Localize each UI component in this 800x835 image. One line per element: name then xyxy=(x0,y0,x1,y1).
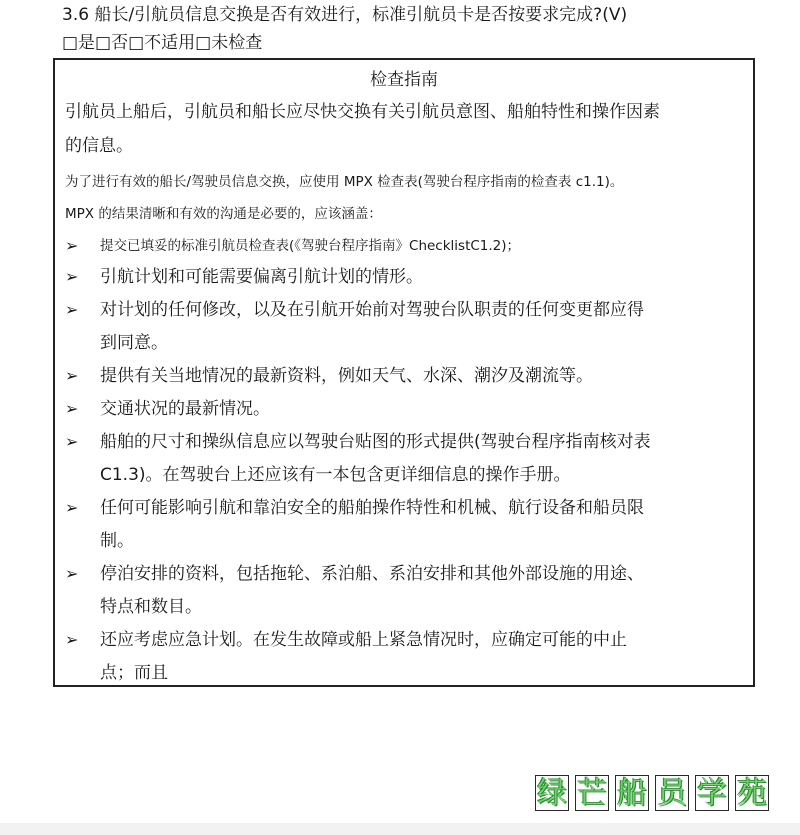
list-item: 对计划的任何修改，以及在引航开始前对驾驶台队职责的任何变更都应得 xyxy=(100,300,644,320)
list-item-cont: C1.3)。在驾驶台上还应该有一本包含更详细信息的操作手册。 xyxy=(100,465,571,485)
note-line-2: MPX 的结果清晰和有效的沟通是必要的，应该涵盖： xyxy=(65,206,382,222)
bottom-band xyxy=(0,823,800,835)
watermark-char: 学 xyxy=(697,776,727,811)
question-text: 3.6 船长/引航员信息交换是否有效进行，标准引航员卡是否按要求完成?(V) xyxy=(62,5,628,25)
bullet-icon: ➢ xyxy=(65,498,79,517)
list-item: 引航计划和可能需要偏离引航计划的情形。 xyxy=(100,267,423,287)
watermark-char: 员 xyxy=(657,776,687,811)
list-item-cont: 特点和数目。 xyxy=(100,597,202,617)
list-item: 停泊安排的资料，包括拖轮、系泊船、系泊安排和其他外部设施的用途、 xyxy=(100,564,644,584)
watermark-logo xyxy=(535,775,769,815)
watermark-char: 绿 xyxy=(537,776,567,811)
bullet-icon: ➢ xyxy=(65,236,79,255)
list-item-cont: 制。 xyxy=(100,531,134,551)
intro-line-1: 引航员上船后，引航员和船长应尽快交换有关引航员意图、船舶特性和操作因素 xyxy=(65,102,660,122)
list-item: 交通状况的最新情况。 xyxy=(100,399,270,419)
note-line-1: 为了进行有效的船长/驾驶员信息交换，应使用 MPX 检查表(驾驶台程序指南的检查表 c1.1)。 xyxy=(65,174,624,190)
answer-options: □是□否□不适用□未检查 xyxy=(62,33,263,53)
bullet-icon: ➢ xyxy=(65,399,79,418)
bullet-icon: ➢ xyxy=(65,432,79,451)
bullet-icon: ➢ xyxy=(65,630,79,649)
list-item: 提供有关当地情况的最新资料，例如天气、水深、潮汐及潮流等。 xyxy=(100,366,593,386)
watermark-char: 船 xyxy=(617,776,647,811)
guide-title: 检查指南 xyxy=(370,70,438,90)
list-item: 还应考虑应急计划。在发生故障或船上紧急情况时，应确定可能的中止 xyxy=(100,630,627,650)
bullet-icon: ➢ xyxy=(65,564,79,583)
list-item-cont: 到同意。 xyxy=(100,333,168,353)
inspection-guide-box xyxy=(53,58,755,687)
bullet-icon: ➢ xyxy=(65,267,79,286)
bullet-icon: ➢ xyxy=(65,300,79,319)
list-item: 提交已填妥的标准引航员检查表(《驾驶台程序指南》ChecklistC1.2)； xyxy=(100,238,521,254)
watermark-char: 芒 xyxy=(577,776,607,811)
bullet-icon: ➢ xyxy=(65,366,79,385)
intro-line-2: 的信息。 xyxy=(65,136,133,156)
watermark-char: 苑 xyxy=(737,776,767,811)
list-item: 任何可能影响引航和靠泊安全的船舶操作特性和机械、航行设备和船员限 xyxy=(100,498,644,518)
list-item: 船舶的尺寸和操纵信息应以驾驶台贴图的形式提供(驾驶台程序指南核对表 xyxy=(100,432,651,452)
list-item-cont: 点；而且 xyxy=(100,663,168,683)
